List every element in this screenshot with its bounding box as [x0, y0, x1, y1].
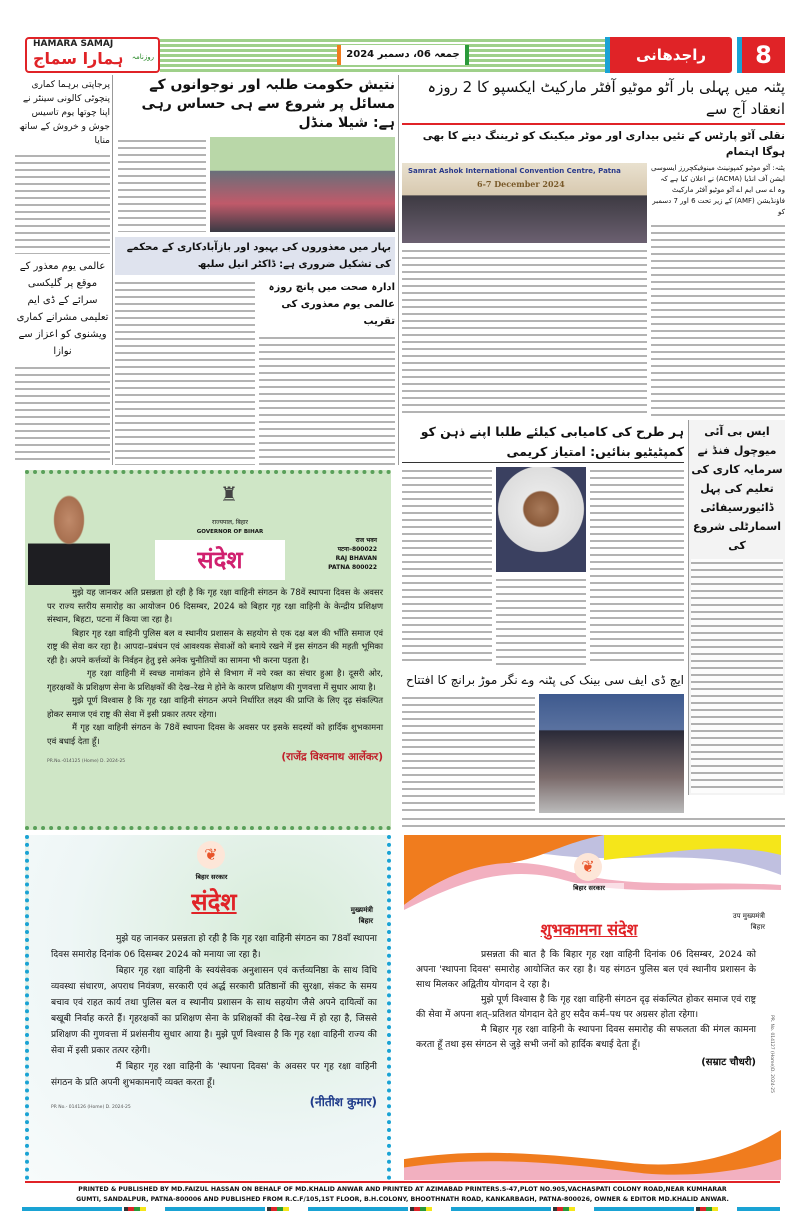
main-lead: پٹنہ: آٹو موٹیو کمپونینٹ مینوفیکچررز ایسوسی ایشن آف انڈیا (ACMA) نے اعلان کیا ہے کہ وہ اے سی ایم اے آٹو موٹیو آفٹر مارکیٹ فاؤنڈیشن (AMF) کے زیر تحت 6 اور 7 دسمبر کو: [651, 164, 785, 216]
imprint-line: PRINTED & PUBLISHED BY MD.FAIZUL HASSAN ON BEHALF OF MD.KHALID ANWAR AND PRINTED AT AZIMABAD PRINTERS.S-47,PLOT NO.905,VACHASPATI COLONY ROAD,NEAR KUMHARAR: [78, 1186, 727, 1193]
deputy-cm-signature: (सम्राट चौधरी): [701, 1057, 756, 1068]
decorative-waves-bottom: [404, 1130, 781, 1180]
disability-body: [115, 279, 255, 465]
pr-number: PR.No.-014125 (Home) D. 2024-25: [47, 759, 126, 764]
footer-color-strip: [22, 1207, 780, 1211]
paragraph: मै बिहार गृह रक्षा वाहिनी के स्थापना दिवस समारोह की सफलता की मंगल कामना करता हूँ तथा इस संगठन से जुड़े सभी जनों को हार्दिक बधाई देता हूँ।: [416, 1024, 756, 1050]
governor-message-ad: [25, 470, 391, 830]
governor-office-en: GOVERNOR OF BIHAR: [196, 529, 264, 535]
paragraph: मुझे यह जानकर अति प्रसन्नता हो रही है कि गृह रक्षा वाहिनी संगठन के 78वें स्थापना दिवस के अवसर पर राज्य स्तरीय समारोह का आयोजन 06 दिसम्बर, 2024 को बिहार गृह रक्षा वाहिनी के केन्द्रीय प्रशिक्षण संस्थान, बिहटा, पटना में किया जा रहा है।: [47, 587, 383, 624]
sbi-headline: ایس بی آئی میوچول فنڈ نے سرمایہ کاری کی تعلیم کی پہل ڈائیورسیفائی اسمارٹلی شروع کی: [691, 425, 783, 552]
main-body: [402, 247, 647, 417]
main-body-2: [651, 222, 785, 417]
logo-name-ur: ہمارا سماج: [33, 49, 124, 68]
bihar-emblem-icon: ❦: [197, 841, 225, 869]
cm-message-body: [51, 931, 377, 1091]
paragraph: बिहार गृह रक्षा वाहिनी पुलिस बल व स्थानीय प्रशासन के सहयोग से एक दक्ष बल की भाँति समाज एवं राष्ट्र की सेवा कर रहा है। आपदा–प्रबंधन एवं आवश्यक सेवाओं को बनाये रखने में इस संगठन की महती भूमिका रही है। अपने कर्त्तव्यों के निर्वहन हेतु इसे अनेक चुनौतियों का सामना भी करना पड़ता है।: [47, 627, 383, 665]
left-column-body: [15, 152, 110, 254]
left-column: [15, 78, 110, 465]
nitish-story: [118, 76, 395, 232]
disability-body-2: [259, 334, 395, 465]
left-column-headline-2: عالمی یوم معذور کے موقع پر گلیکسی سرائے کے ڈی ایم تعلیمی مشرانے کماری ویشنوی کو اعزاز سے نوازا: [16, 260, 109, 357]
cm-message-ad: [25, 835, 391, 1180]
deputy-cm-message-ad: [404, 835, 781, 1180]
sbi-box: [688, 420, 785, 795]
paragraph: बिहार गृह रक्षा वाहिनी के स्वयंसेवक अनुशासन एवं कर्त्तव्यनिष्ठा के साथ विधि व्यवस्था संधारण, अपराध नियंत्रण, सरकारी एवं अर्द्ध सरकारी प्रतिष्ठानों की सुरक्षा, संकट के समय बचाव एवं राहत कार्य तथा पुलिस बल व स्थानीय प्रशासन के साथ सहयोग जैसे अपने दायित्वों का बखूबी निर्वाह करते हैं। गृहरक्षकों का प्रशिक्षण सेना के प्रशिक्षकों की देख–रेख में हो रहा है, जिससे प्रशिक्षण की गुणवत्ता में प्रशंसनीय सुधार आया है। मुझे पूर्ण विश्वास है कि गृह रक्षा वाहिनी राज्य की सेवा में इसी प्रकार तत्पर रहेगी।: [51, 966, 377, 1056]
main-story: [402, 76, 785, 417]
paragraph: गृह रक्षा वाहिनी में स्वच्छ नामांकन होने से विभाग में नये रक्त का संचार हुआ है। दूसरी ओर, गृहरक्षकों के प्रशिक्षण सेना के प्रशिक्षकों की देख–रेख मे होने के कारण प्रशिक्षण की गुणवत्ता में सुधार आया है।: [47, 668, 383, 692]
raj-bhavan-address: [297, 536, 377, 572]
national-emblem-icon: ♜: [220, 482, 238, 506]
governor-signature: (राजेंद्र विश्वनाथ आर्लेकर): [281, 751, 383, 763]
governor-message-column: [47, 586, 383, 826]
paragraph: मुझे पूर्ण विश्वास है कि गृह रक्षा वाहिनी संगठन अपने निर्धारित लक्ष्य की प्राप्ति के लिए दृढ़ संकल्पित होकर समाज एवं राष्ट्र की सेवा में इसी प्रकार तत्पर रहेगा।: [47, 695, 383, 719]
designation-line: बिहार: [358, 917, 373, 925]
governor-title-box: संदेश: [155, 540, 285, 580]
deputy-cm-title: शुभकामना संदेश: [540, 920, 638, 939]
left-column-body-2: [15, 364, 110, 466]
students-story: [402, 422, 684, 665]
page-number: 8: [737, 37, 785, 73]
paragraph: मैं गृह रक्षा वाहिनी संगठन के 78वें स्थापना दिवस के अवसर पर इसके सदस्यों को हार्दिक शुभकामना एवं बधाई देता हूँ।: [47, 722, 383, 746]
paragraph: मैं बिहार गृह रक्षा वाहिनी के 'स्थापना दिवस' के अवसर पर गृह रक्षा वाहिनी संगठन के प्रति अपनी शुभकामनाएँ व्यक्त करता हूँ।: [51, 1062, 377, 1088]
cm-title: संदेश: [191, 888, 237, 916]
address-line: RAJ BHAVAN: [335, 555, 377, 562]
governor-photo: [28, 480, 110, 585]
emblem-label: बिहार सरकार: [195, 873, 228, 881]
left-column-headline: پرجاپتی برہما کماری پنچوٹی کالونی سینٹر نے اپنا چوتھا یوم تاسیس جوش و خروش کے ساتھ منایا: [19, 80, 110, 146]
emblem-label: बिहार सरकार: [554, 883, 624, 892]
main-headline: پٹنہ میں پہلی بار آٹو موٹیو آفٹر مارکیٹ ایکسپو کا 2 روزہ انعقاد آج سے: [427, 78, 785, 118]
deputy-cm-message-body: [416, 947, 756, 1052]
students-body-2: [590, 467, 684, 665]
main-subhead: نقلی آٹو پارٹس کے تئیں بیداری اور موٹر میکینک کو ٹریننگ دینے کا بھی ہوگا اہتمام: [422, 130, 785, 158]
hdfc-body-2: [402, 815, 785, 827]
nitish-headline: نتیش حکومت طلبہ اور نوجوانوں کے مسائل پر شروع سے ہی حساس رہی ہے: شیلا منڈل: [141, 77, 395, 131]
governor-message-body: [47, 586, 383, 748]
cm-designation: [303, 905, 373, 927]
address-line: राज भवन: [355, 537, 377, 544]
imprint-line: GUMTI, SANDALPUR, PATNA-800006 AND PUBLISHED FROM R.C.F/105,1ST FLOOR, B.H.COLONY, BHOOTHNATH ROAD, KANKARBAGH, PATNA-800026, OWNER & EDITOR MD.KHALID ANWAR.: [76, 1196, 729, 1203]
hdfc-headline: ایچ ڈی ایف سی بینک کی پٹنہ وے نگر موڑ برانچ کا افتتاح: [405, 673, 684, 687]
logo: [25, 37, 160, 73]
hdfc-story: [402, 670, 684, 813]
hdfc-body: [402, 694, 535, 813]
designation-line: मुख्यमंत्री: [350, 906, 373, 914]
address-line: पटना–800022: [337, 546, 377, 553]
address-line: PATNA 800022: [328, 564, 377, 571]
section-label: راجدھانی: [605, 37, 732, 73]
cm-signature: (नीतीश कुमार): [309, 1095, 377, 1109]
meeting-photo: [210, 137, 395, 232]
expo-photo: [402, 163, 647, 243]
designation-line: उप मुख्यमंत्री: [732, 912, 765, 920]
governor-office-hi: राज्यपाल, बिहार: [212, 519, 248, 526]
logo-name-en: HAMARA SAMAJ: [33, 39, 114, 49]
disability-headline: بہار میں معذوروں کی بہبود اور بازآبادکاری کے محکمے کی تشکیل ضروری ہے: ڈاکٹر انیل سلبھ: [115, 237, 395, 275]
deputy-cm-designation: [695, 911, 765, 933]
cm-message-column: [51, 931, 377, 1175]
deputy-cm-message-column: [416, 947, 756, 1127]
bihar-emblem-icon: ❦: [574, 853, 602, 881]
students-headline: ہر طرح کی کامیابی کیلئے طلبا اپنے ذہن کو کمپٹیٹیو بنائیں: امتیاز کریمی: [402, 422, 684, 463]
hdfc-inauguration-photo: [539, 694, 684, 813]
disability-subhead: ادارہ صحت میں پانچ روزہ عالمی یوم معذوری کی تقریب: [268, 282, 395, 327]
paragraph: मुझे यह जानकर प्रसन्नता हो रही है कि गृह रक्षा वाहिनी संगठन का 78वाँ स्थापना दिवस समारोह दिनांक 06 दिसम्बर 2024 को मनाया जा रहा है।: [51, 934, 377, 960]
designation-line: बिहार: [750, 923, 765, 931]
imtiaz-karimi-photo: [496, 467, 586, 572]
disability-story: [115, 237, 395, 465]
pr-number: PR. No. 014127 (Home)D. 2024-25: [769, 1015, 774, 1093]
students-body: [402, 467, 492, 665]
photo-dates: 6-7 December 2024: [477, 179, 565, 189]
nitish-body: [118, 137, 206, 232]
photo-banner-text: Samrat Ashok International Convention Centre, Patna: [408, 167, 621, 175]
logo-tagline: روزنامہ: [131, 53, 154, 61]
sbi-body: [691, 559, 783, 793]
paragraph: प्रसन्नता की बात है कि बिहार गृह रक्षा वाहिनी दिनांक 06 दिसम्बर, 2024 को अपना 'स्थापना दिवस' समारोह आयोजित कर रहा है। यह संगठन पुलिस बल एवं स्थानीय प्रशासन के साथ मिलकर अद्वितीय योगदान दे रहा है।: [416, 949, 756, 990]
paragraph: मुझे पूर्ण विश्वास है कि गृह रक्षा वाहिनी संगठन दृढ़ संकल्पित होकर समाज एवं राष्ट्र की सेवा में अपना शत्–प्रतिशत योगदान देते हुए सदैव कर्म–पथ पर अग्रसर होता रहेगा।: [416, 994, 756, 1020]
pr-number: PR No.- 014126 (Home) D. 2024-25: [51, 1105, 131, 1110]
students-body-3: [496, 576, 586, 665]
masthead: [15, 37, 785, 73]
date-box: جمعہ 06، دسمبر 2024: [337, 45, 469, 65]
